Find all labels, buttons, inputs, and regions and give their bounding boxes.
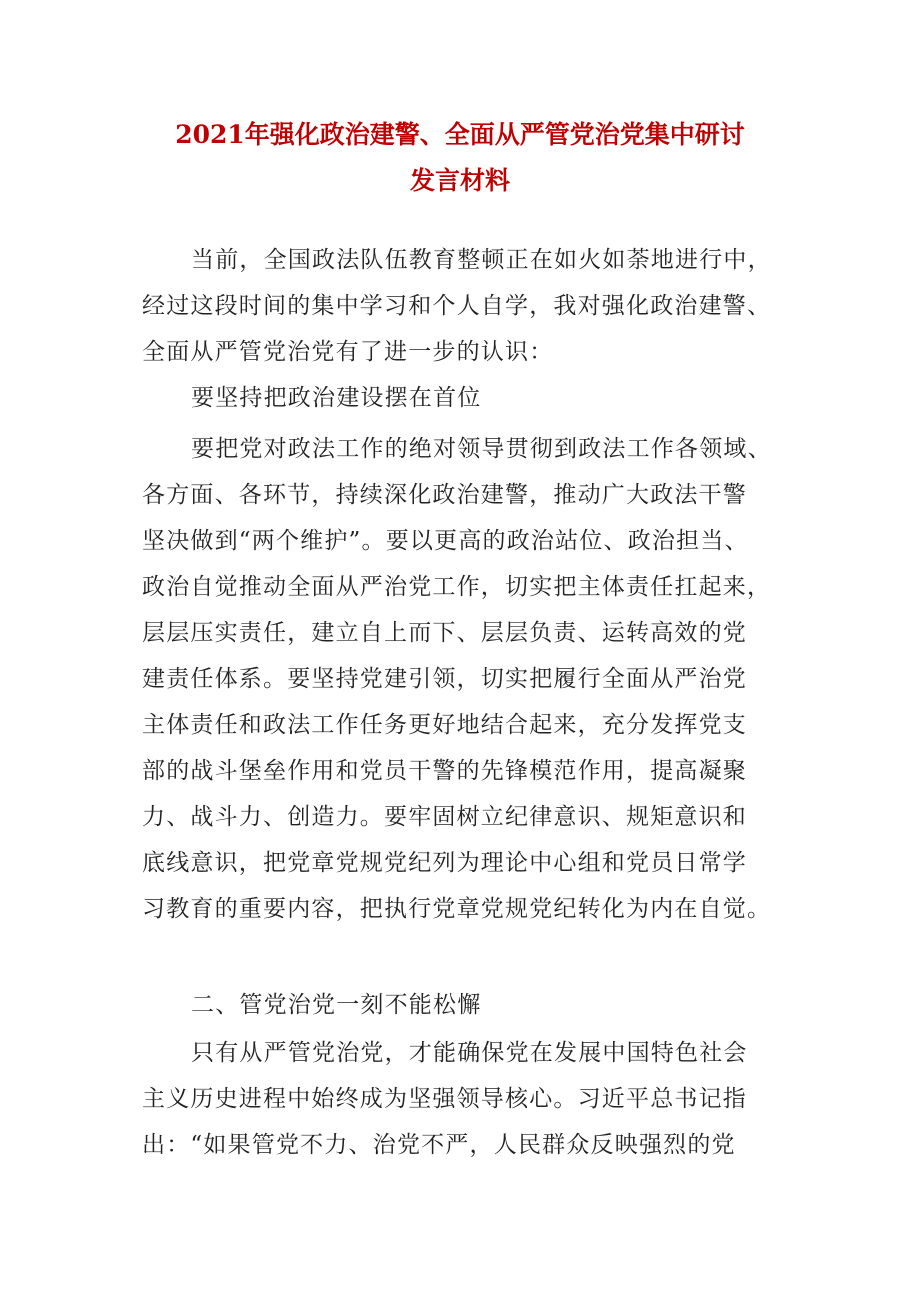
- paragraph-body-line: 要把党对政法工作的绝对领导贯彻到政法工作各领域、: [191, 436, 772, 462]
- paragraph-body-line: 坚决做到“两个维护”。要以更高的政治站位、政治担当、: [142, 528, 749, 554]
- paragraph-body-line: 各方面、各环节，持续深化政治建警，推动广大政法干警: [142, 482, 747, 508]
- paragraph-body-line: 政治自觉推动全面从严治党工作，切实把主体责任扛起来，: [142, 574, 772, 600]
- document-title-line-1: 2021年强化政治建警、全面从严管党治党集中研讨: [175, 120, 745, 149]
- section-heading-two: 二、管党治党一刻不能松懈: [191, 992, 482, 1018]
- paragraph-body-line: 层层压实责任，建立自上而下、层层负责、运转高效的党: [142, 620, 747, 646]
- paragraph-body-line: 建责任体系。要坚持党建引领，切实把履行全面从严治党: [142, 666, 747, 692]
- paragraph-body-line: 部的战斗堡垒作用和党员干警的先锋模范作用，提高凝聚: [142, 758, 747, 784]
- paragraph-body-line: 力、战斗力、创造力。要牢固树立纪律意识、规矩意识和: [142, 804, 747, 830]
- paragraph-section-two-line: 只有从严管党治党，才能确保党在发展中国特色社会: [191, 1040, 748, 1066]
- paragraph-section-two-line: 出：“如果管党不力、治党不严，人民群众反映强烈的党: [142, 1132, 736, 1158]
- document-title-line-2: 发言材料: [409, 166, 510, 195]
- paragraph-body-line: 习教育的重要内容，把执行党章党规党纪转化为内在自觉。: [142, 896, 772, 922]
- paragraph-intro-line: 全面从严管党治党有了进一步的认识：: [142, 339, 554, 365]
- paragraph-intro-line: 当前，全国政法队伍教育整顿正在如火如荼地进行中，: [191, 247, 772, 273]
- paragraph-section-two-line: 主义历史进程中始终成为坚强领导核心。习近平总书记指: [142, 1086, 747, 1112]
- section-heading-political-construction: 要坚持把政治建设摆在首位: [191, 385, 482, 411]
- paragraph-body-line: 底线意识，把党章党规党纪列为理论中心组和党员日常学: [142, 850, 747, 876]
- paragraph-body-line: 主体责任和政法工作任务更好地结合起来，充分发挥党支: [142, 712, 747, 738]
- paragraph-intro-line: 经过这段时间的集中学习和个人自学，我对强化政治建警、: [142, 293, 772, 319]
